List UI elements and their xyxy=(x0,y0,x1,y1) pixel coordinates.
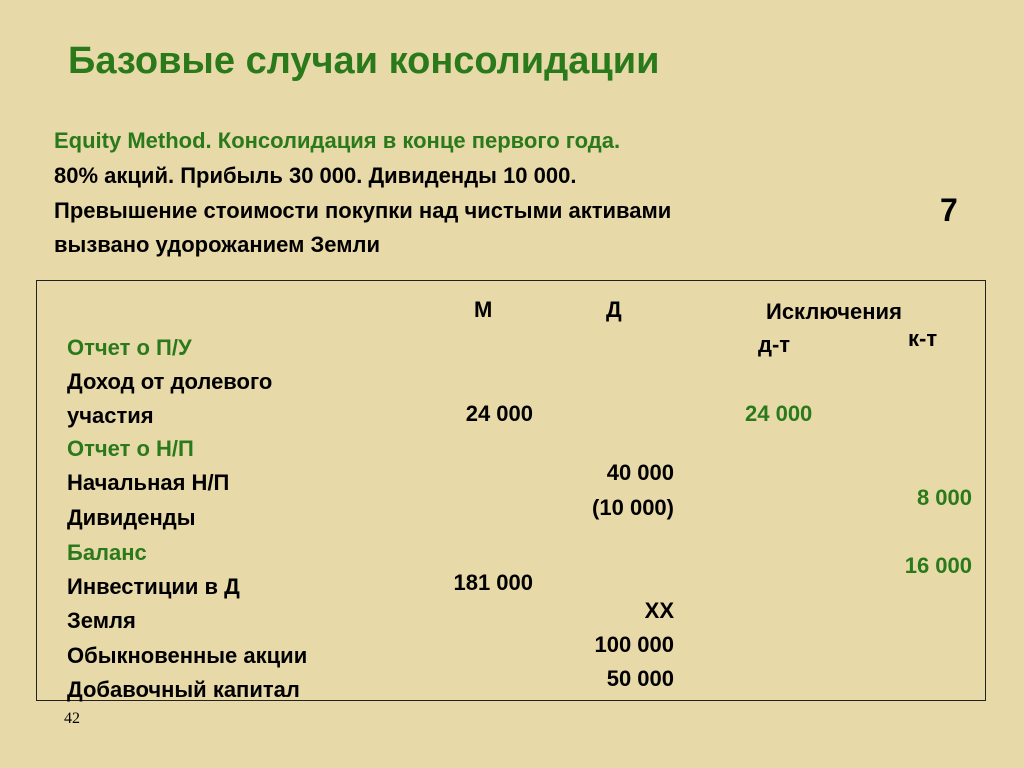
intro-line-2: 80% акций. Прибыль 30 000. Дивиденды 10 000. xyxy=(54,163,577,188)
cell-opening-re-d: 40 000 xyxy=(606,460,674,485)
row-label-equity-income: Доход от долевого xyxy=(67,369,273,394)
cell-equity-income-m: 24 000 xyxy=(465,401,533,426)
intro-line-1: Equity Method. Консолидация в конце первого года. xyxy=(54,128,621,153)
intro-line-4: вызвано удорожанием Земли xyxy=(54,232,380,257)
section-header-income-statement: Отчет о П/У xyxy=(67,335,192,360)
cell-land-d: XX xyxy=(644,598,674,623)
cell-investment-kt: 16 000 xyxy=(904,553,972,578)
section-header-retained-earnings: Отчет о Н/П xyxy=(67,436,194,461)
row-label-apic: Добавочный капитал xyxy=(67,677,300,702)
intro-line-3: Превышение стоимости покупки над чистыми активами xyxy=(54,198,672,223)
cell-equity-income-dt: 24 000 xyxy=(745,401,813,426)
row-label-opening-re: Начальная Н/П xyxy=(67,470,230,495)
column-header-debit: д-т xyxy=(758,332,791,357)
section-header-balance-sheet: Баланс xyxy=(67,540,147,565)
row-label-land: Земля xyxy=(67,608,136,633)
cell-investment-m: 181 000 xyxy=(453,570,533,595)
cell-dividends-kt: 8 000 xyxy=(916,485,972,510)
cell-dividends-d: (10 000) xyxy=(592,495,674,520)
cell-apic-d: 50 000 xyxy=(606,666,674,691)
cell-common-stock-d: 100 000 xyxy=(594,632,674,657)
row-label-common-stock: Обыкновенные акции xyxy=(67,643,308,668)
column-header-m: М xyxy=(474,297,493,322)
row-label-investment: Инвестиции в Д xyxy=(67,574,240,599)
column-header-eliminations: Исключения xyxy=(766,299,902,324)
page-title: Базовые случаи консолидации xyxy=(68,40,660,82)
row-label-dividends: Дивиденды xyxy=(67,505,196,530)
page-number: 42 xyxy=(64,710,80,727)
case-number: 7 xyxy=(940,192,958,228)
column-header-d: Д xyxy=(606,297,622,322)
column-header-credit: к-т xyxy=(908,326,938,351)
row-label-equity-income-cont: участия xyxy=(67,403,154,428)
